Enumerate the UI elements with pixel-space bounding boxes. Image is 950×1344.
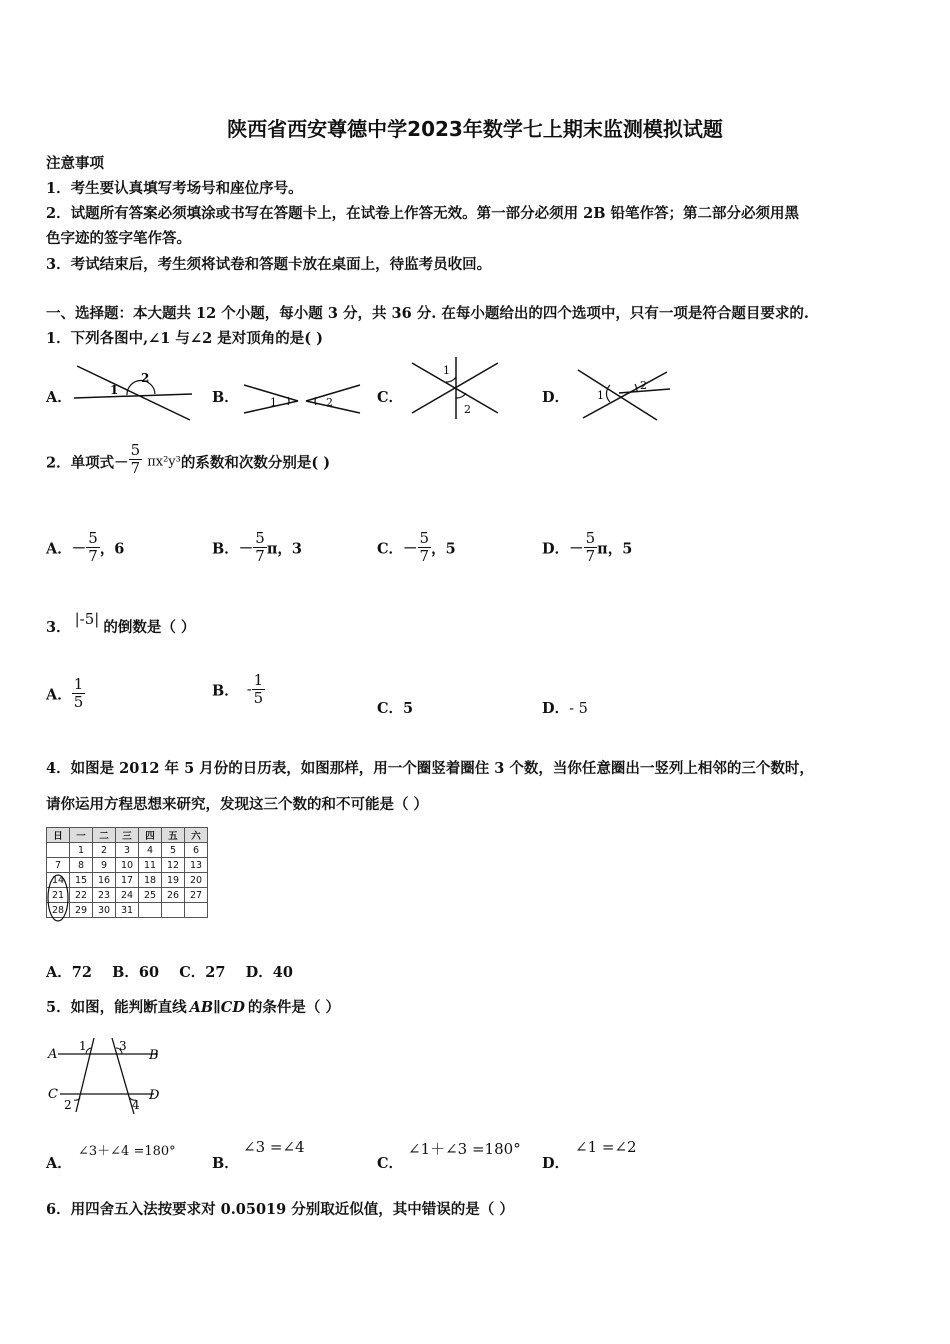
point-d-label: D	[149, 1088, 160, 1103]
question-4-line2: 请你运用方程思想来研究，发现这三个数的和不可能是（ ）	[46, 796, 429, 813]
calendar-row: 21 22 23 24 25 26 27	[47, 888, 208, 903]
q1c-angle-1: 1	[443, 364, 450, 377]
q5-angle-3: 3	[119, 1039, 127, 1053]
calendar-row: 14 15 16 17 18 19 20	[47, 873, 208, 888]
q1-figure-c	[406, 355, 506, 423]
notice-item: 色字迹的签字笔作答。	[46, 230, 191, 247]
q1-option-c-label: C．	[377, 389, 404, 406]
point-c-label: C	[48, 1087, 58, 1102]
q1a-angle-1: 1	[110, 383, 119, 397]
q5-option-b-label: B．	[212, 1155, 239, 1172]
q1-option-a-label: A．	[46, 389, 72, 406]
q1a-angle-2: 2	[141, 371, 150, 385]
calendar-table	[46, 827, 208, 918]
notice-item: 1．考生要认真填写考场号和座位序号。	[46, 180, 303, 197]
question-4-line1: 4．如图是 2012 年 5 月份的日历表，如图那样，用一个圈竖着圈住 3 个数，当你任意圈出一竖列上相邻的三个数时，	[46, 760, 814, 777]
calendar-row: 7 8 9 10 11 12 13	[47, 858, 208, 873]
q1d-angle-2: 2	[640, 379, 647, 392]
q1b-angle-1: 1	[270, 396, 277, 409]
q2-option-a: A．－ $\frac{5}{7}$ ，6	[46, 529, 125, 566]
q1-option-d-label: D．	[542, 389, 570, 406]
point-a-label: A	[48, 1047, 58, 1062]
q5-angle-1: 1	[79, 1039, 87, 1053]
q2-option-d: D．－ $\frac{5}{7}$ π，5	[542, 529, 633, 566]
question-5-stem: 5．如图，能判断直线 AB∥CD 的条件是（ ）	[46, 999, 340, 1016]
q5-option-b-expr: ∠3 =∠4	[243, 1138, 305, 1156]
q5-option-d-label: D．	[542, 1155, 570, 1172]
q5-option-c-expr: ∠1＋∠3 =180°	[408, 1140, 521, 1158]
q5-option-a-label: A．	[46, 1155, 72, 1172]
calendar-header-row: 日 一 二 三 四 五 六	[47, 828, 208, 843]
q4-options: A．72 B．60 C．27 D．40	[46, 964, 293, 981]
calendar-circle	[46, 874, 70, 926]
q5-option-a-expr: ∠3＋∠4 =180°	[78, 1144, 176, 1159]
question-6-stem: 6．用四舍五入法按要求对 0.05019 分别取近似值，其中错误的是（ ）	[46, 1201, 514, 1218]
q3-option-b: B． - $\frac{1}{5}$	[212, 671, 264, 708]
q2-option-b: B．－ $\frac{5}{7}$ π，3	[212, 529, 303, 566]
q5-angle-2: 2	[64, 1098, 72, 1112]
q5-option-d-expr: ∠1 =∠2	[575, 1138, 637, 1156]
q1-figure-b	[240, 380, 365, 416]
notice-item: 2．试题所有答案必须填涂或书写在答题卡上，在试卷上作答无效。第一部分必须用 2B 铅笔作答；第二部分必须用黑	[46, 205, 800, 222]
q3-option-d: D．- 5	[542, 700, 588, 717]
point-b-label: B	[149, 1048, 159, 1063]
question-1-stem: 1．下列各图中,∠1 与∠2 是对顶角的是( )	[46, 330, 323, 347]
q1c-angle-2: 2	[464, 403, 471, 416]
notice-heading: 注意事项	[46, 155, 104, 172]
section-heading: 一、选择题：本大题共 12 个小题，每小题 3 分，共 36 分. 在每小题给出的四个选项中，只有一项是符合题目要求的.	[46, 305, 809, 322]
question-3-stem: 3． |-5| 的倒数是（ ）	[46, 610, 196, 636]
q5-option-c-label: C．	[377, 1155, 404, 1172]
q2-option-c: C．－ $\frac{5}{7}$ ，5	[377, 529, 456, 566]
q5-figure	[46, 1036, 171, 1116]
page-title: 陕西省西安尊德中学2023年数学七上期末监测模拟试题	[227, 117, 723, 141]
q1-figure-d	[575, 362, 675, 424]
q1-figure-a	[72, 362, 197, 427]
q1-option-b-label: B．	[212, 389, 239, 406]
q1b-angle-2: 2	[326, 396, 333, 409]
q5-angle-4: 4	[132, 1098, 140, 1112]
q1d-angle-1: 1	[597, 389, 604, 402]
notice-item: 3．考试结束后，考生须将试卷和答题卡放在桌面上，待监考员收回。	[46, 256, 492, 273]
q3-option-a: A． $\frac{1}{5}$	[46, 675, 84, 712]
question-2-stem: 2．单项式－ $\frac{5}{7}$ πx²y³的系数和次数分别是( )	[46, 441, 331, 478]
calendar-row: 1 2 3 4 5 6	[47, 843, 208, 858]
q3-option-c: C．5	[377, 700, 414, 717]
calendar-row: 28 29 30 31	[47, 903, 208, 918]
